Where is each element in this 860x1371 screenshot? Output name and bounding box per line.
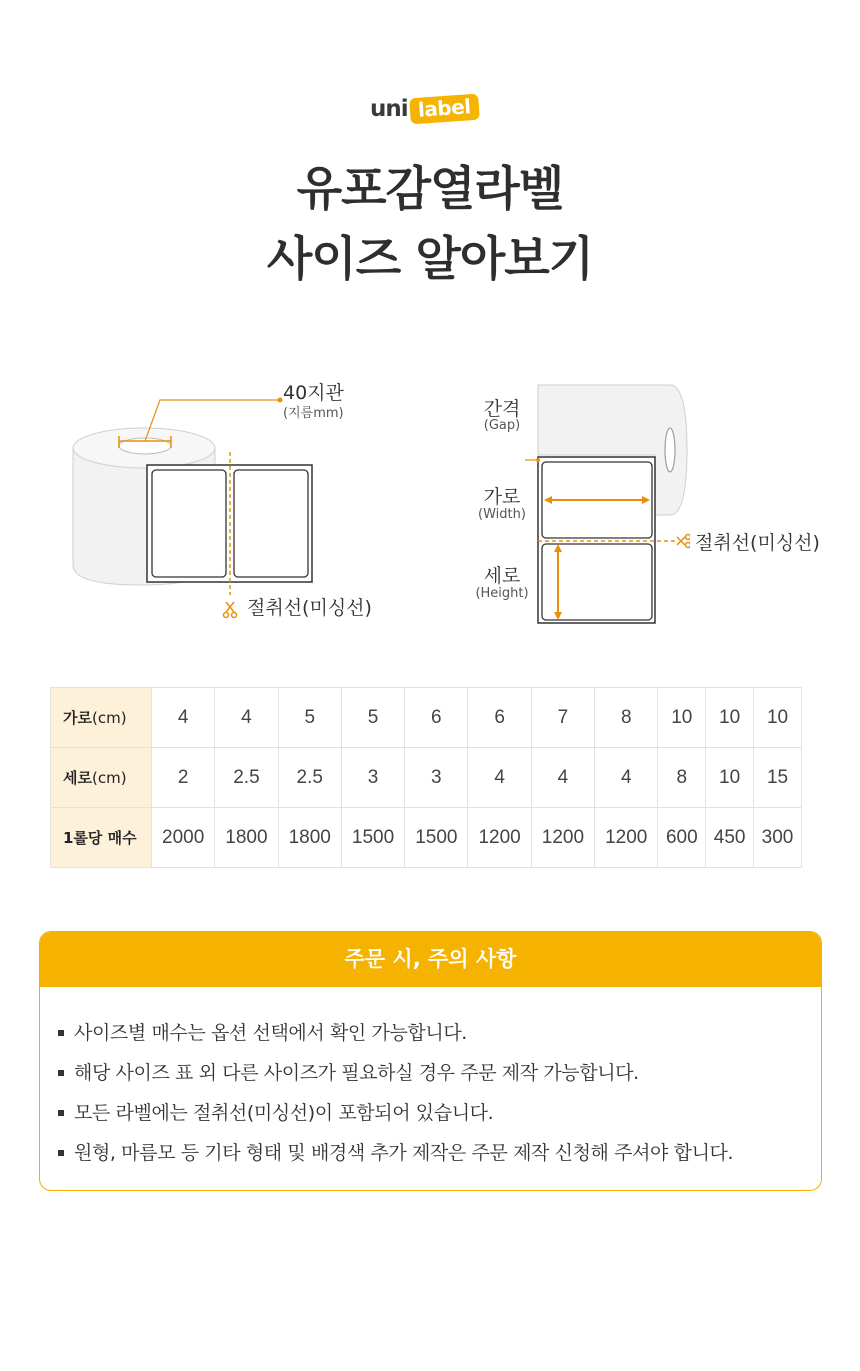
left-cut-label: 절취선(미싱선)	[247, 597, 372, 619]
table-cell: 4	[152, 688, 215, 748]
bullet-icon	[58, 1110, 64, 1116]
order-notice-box	[39, 931, 822, 1191]
row-header: 1롤당 매수	[51, 808, 152, 868]
table-cell: 5	[341, 688, 404, 748]
table-cell: 6	[405, 688, 468, 748]
bullet-icon	[58, 1150, 64, 1156]
notice-title: 주문 시, 주의 사항	[40, 932, 821, 987]
width-sub-label: (Width)	[478, 507, 526, 522]
table-cell: 600	[658, 808, 706, 868]
table-cell: 3	[341, 748, 404, 808]
logo-highlight: label	[409, 94, 479, 125]
table-cell: 3	[405, 748, 468, 808]
table-cell: 5	[278, 688, 341, 748]
table-cell: 6	[468, 688, 531, 748]
table-cell: 2000	[152, 808, 215, 868]
row-header: 가로(cm)	[51, 688, 152, 748]
core-label: 40지관	[283, 382, 344, 404]
table-cell: 1200	[595, 808, 658, 868]
table-cell: 10	[658, 688, 706, 748]
table-cell: 1200	[531, 808, 594, 868]
roll-side-core	[665, 428, 675, 472]
table-cell: 2.5	[215, 748, 278, 808]
table-cell: 300	[754, 808, 802, 868]
table-cell: 1800	[278, 808, 341, 868]
table-row-height	[51, 748, 802, 808]
gap-sub-label: (Gap)	[483, 418, 521, 433]
width-label: 가로	[483, 486, 521, 508]
table-cell: 10	[706, 748, 754, 808]
gap-label: 간격	[483, 398, 521, 420]
core-sub-label: (지름mm)	[283, 406, 344, 421]
brand-logo	[370, 92, 478, 126]
notice-text: 원형, 마름모 등 기타 형태 및 배경색 추가 제작은 주문 제작 신청해 주셔야 합니다.	[74, 1142, 734, 1164]
label-1	[152, 470, 226, 577]
height-sub-label: (Height)	[475, 586, 529, 601]
table-cell: 4	[531, 748, 594, 808]
list-item	[58, 1093, 821, 1133]
table-cell: 450	[706, 808, 754, 868]
table-cell: 4	[215, 688, 278, 748]
right-cut-label: 절취선(미싱선)	[695, 532, 820, 554]
table-cell: 1500	[405, 808, 468, 868]
table-cell: 2	[152, 748, 215, 808]
table-cell: 7	[531, 688, 594, 748]
notice-text: 해당 사이즈 표 외 다른 사이즈가 필요하실 경우 주문 제작 가능합니다.	[74, 1062, 639, 1084]
table-cell: 15	[754, 748, 802, 808]
table-cell: 2.5	[278, 748, 341, 808]
page-title-line1: 유포감열라벨	[296, 162, 564, 217]
table-row-width	[51, 688, 802, 748]
scissors-icon	[224, 602, 237, 618]
scissors-icon	[677, 535, 690, 548]
table-cell: 4	[595, 748, 658, 808]
row-header: 세로(cm)	[51, 748, 152, 808]
table-cell: 4	[468, 748, 531, 808]
page-title-line2: 사이즈 알아보기	[266, 232, 594, 287]
notice-list	[40, 987, 821, 1173]
roll-side-diagram	[520, 375, 690, 630]
notice-text: 모든 라벨에는 절취선(미싱선)이 포함되어 있습니다.	[74, 1102, 494, 1124]
table-cell: 8	[595, 688, 658, 748]
list-item	[58, 1053, 821, 1093]
label-2	[234, 470, 308, 577]
table-cell: 10	[706, 688, 754, 748]
bullet-icon	[58, 1030, 64, 1036]
list-item	[58, 1013, 821, 1053]
bullet-icon	[58, 1070, 64, 1076]
table-row-count	[51, 808, 802, 868]
table-cell: 1500	[341, 808, 404, 868]
height-label: 세로	[483, 565, 521, 587]
table-cell: 1200	[468, 808, 531, 868]
table-cell: 1800	[215, 808, 278, 868]
table-cell: 8	[658, 748, 706, 808]
list-item	[58, 1133, 821, 1173]
table-cell: 10	[754, 688, 802, 748]
size-table	[50, 687, 802, 868]
notice-text: 사이즈별 매수는 옵션 선택에서 확인 가능합니다.	[74, 1022, 467, 1044]
logo-prefix: uni	[370, 96, 408, 122]
